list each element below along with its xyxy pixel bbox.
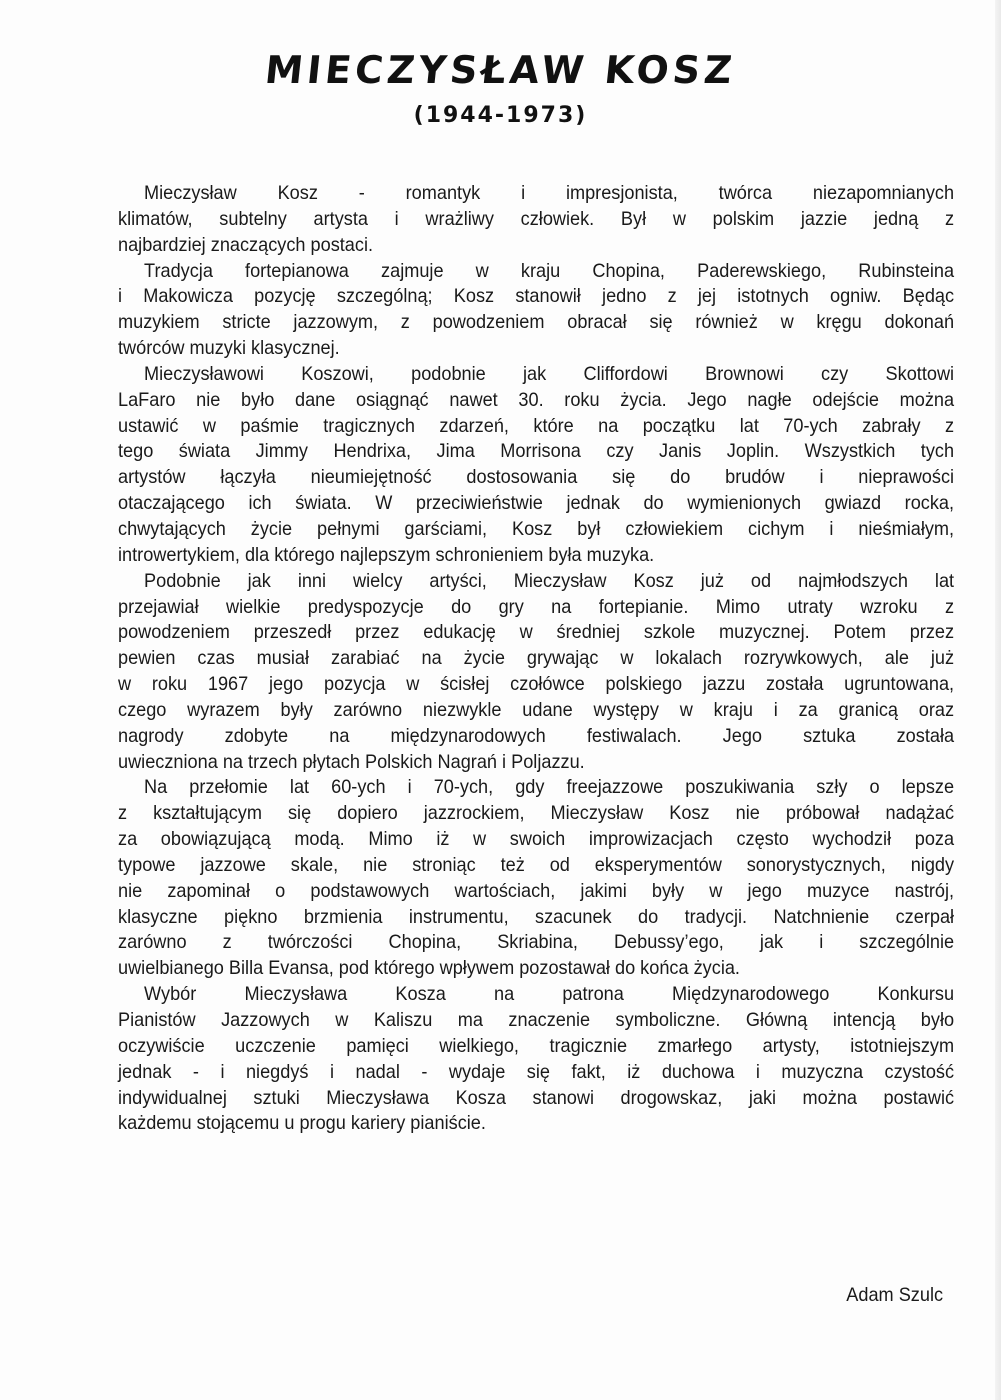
text-line: ustawić w paśmie tragicznych zdarzeń, które na początku lat 70-ych zabrały z bbox=[118, 414, 955, 437]
text-line: najbardziej znaczących postaci. bbox=[118, 233, 374, 256]
text-line: LaFaro nie było dane osiągnąć nawet 30. roku życia. Jego nagłe odejście można bbox=[118, 388, 955, 411]
paragraph bbox=[118, 569, 954, 776]
text-line: tego świata Jimmy Hendrixa, Jima Morrisona czy Janis Joplin. Wszystkich tych bbox=[118, 440, 955, 463]
paragraph bbox=[118, 775, 954, 982]
text-line: Na przełomie lat 60-ych i 70-ych, gdy freejazzowe poszukiwania szły o lepsze bbox=[144, 776, 955, 799]
text-line: zarówno z twórczości Chopina, Skriabina, Debussy’ego, jak i szczególnie bbox=[118, 931, 955, 954]
document-title: MIECZYSŁAW KOSZ bbox=[262, 48, 739, 92]
text-line: typowe jazzowe skale, nie stroniąc też od eksperymentów sonorystycznych, nigdy bbox=[118, 853, 955, 876]
text-line: Mieczysławowi Koszowi, podobnie jak Cliffordowi Brownowi czy Skottowi bbox=[144, 362, 955, 385]
text-line: Podobnie jak inni wielcy artyści, Mieczysław Kosz już od najmłodszych lat bbox=[144, 569, 955, 592]
text-line: chwytających życie pełnymi garściami, Kosz był człowiekiem cichym i nieśmiałym, bbox=[118, 517, 955, 540]
text-line: Tradycja fortepianowa zajmuje w kraju Chopina, Paderewskiego, Rubinsteina bbox=[144, 259, 955, 282]
text-line: i Makowicza pozycję szczególną; Kosz stanowił jedno z jej istotnych ogniw. Będąc bbox=[118, 285, 955, 308]
text-line: Wybór Mieczysława Kosza na patrona Międzynarodowego Konkursu bbox=[144, 983, 955, 1006]
text-line: w roku 1967 jego pozycja w ścisłej czołówce polskiego jazzu została ugruntowana, bbox=[118, 673, 955, 696]
text-line: jednak - i niegdyś i nadal - wydaje się fakt, iż duchowa i muzyczna czystość bbox=[118, 1060, 955, 1083]
author-signature: Adam Szulc bbox=[846, 1284, 943, 1306]
text-line: z kształtującym się dopiero jazzrockiem, Mieczysław Kosz nie próbował nadążać bbox=[118, 802, 955, 825]
paragraph bbox=[118, 181, 954, 259]
text-line: muzykiem stricte jazzowym, z powodzeniem obracał się również w kręgu dokonań bbox=[118, 311, 955, 334]
text-line: klimatów, subtelny artysta i wrażliwy człowiek. Był w polskim jazzie jedną z bbox=[118, 207, 955, 230]
document-subtitle: (1944-1973) bbox=[413, 103, 588, 128]
text-line: indywidualnej sztuki Mieczysława Kosza stanowi drogowskaz, jaki można postawić bbox=[118, 1086, 955, 1109]
text-line: otaczającego ich świata. W przeciwieństwie jednak do wymienionych gwiazd rocka, bbox=[118, 492, 955, 515]
page-edge bbox=[995, 0, 1001, 1400]
paragraph bbox=[118, 982, 954, 1137]
text-line: powodzeniem przeszedł przez edukację w średniej szkole muzycznej. Potem przez bbox=[118, 621, 955, 644]
text-line: za obowiązującą modą. Mimo iż w swoich improwizacjach często wychodził poza bbox=[118, 828, 955, 851]
paragraph bbox=[118, 362, 954, 569]
text-line: Mieczysław Kosz - romantyk i impresjonista, twórca niezapomnianych bbox=[144, 182, 955, 204]
text-line: Pianistów Jazzowych w Kaliszu ma znaczenie symboliczne. Główną intencją było bbox=[118, 1009, 955, 1031]
text-line: klasyczne piękno brzmienia instrumentu, szacunek do tradycji. Natchnienie czerpał bbox=[118, 905, 955, 928]
text-line: czego wyrazem były zarówno niezwykle udane występy w kraju i za granicą oraz bbox=[118, 698, 955, 721]
text-line: nie zapominał o podstawowych wartościach, jakimi były w jego muzyce nastrój, bbox=[118, 879, 955, 902]
text-line: twórców muzyki klasycznej. bbox=[118, 337, 340, 360]
text-line: oczywiście uczczenie pamięci wielkiego, tragicznie zmarłego artysty, istotniejszym bbox=[118, 1034, 955, 1057]
text-line: każdemu stojącemu u progu kariery pianiście. bbox=[118, 1112, 486, 1135]
text-line: pewien czas musiał zarabiać na życie grywając w lokalach rozrywkowych, ale już bbox=[118, 647, 955, 670]
text-line: introwertykiem, dla którego najlepszym schronieniem była muzyka. bbox=[118, 543, 655, 566]
text-line: uwieczniona na trzech płytach Polskich Nagrań i Poljazzu. bbox=[118, 750, 585, 773]
document-body bbox=[118, 181, 954, 1137]
text-line: przejawiał wielkie predyspozycje do gry na fortepianie. Mimo utraty wzroku z bbox=[118, 595, 955, 618]
text-line: nagrody zdobyte na międzynarodowych festiwalach. Jego sztuka została bbox=[118, 724, 955, 747]
text-line: artystów łączyła nieumiejętność dostosowania się do brudów i nieprawości bbox=[118, 466, 955, 489]
text-line: uwielbianego Billa Evansa, pod którego wpływem pozostawał do końca życia. bbox=[118, 957, 740, 980]
paragraph bbox=[118, 259, 954, 362]
